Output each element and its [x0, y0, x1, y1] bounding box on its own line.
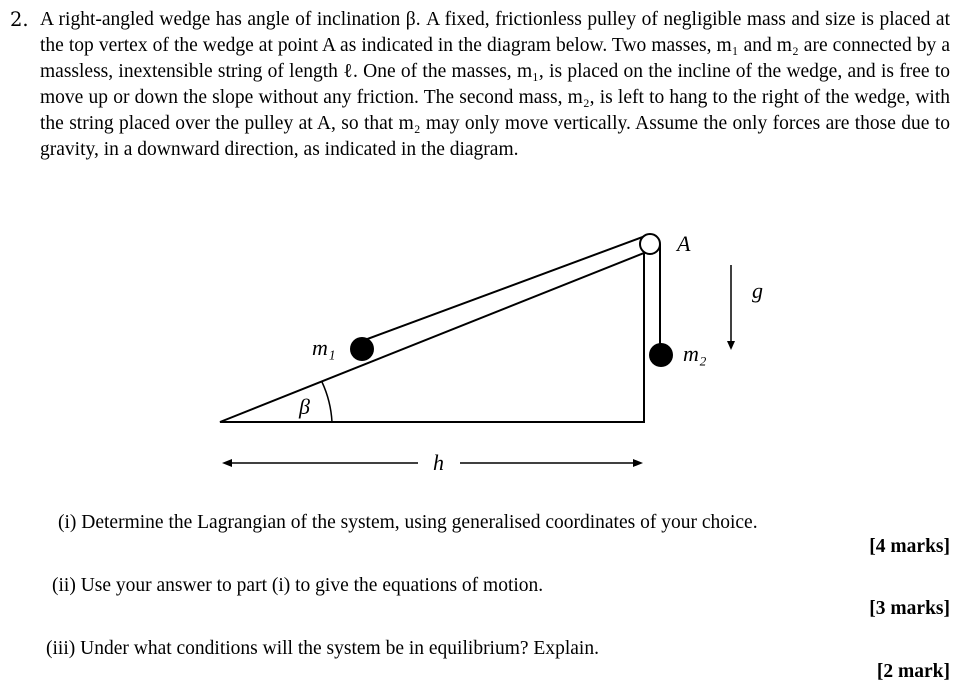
- part-iii-marks: [2 mark]: [876, 661, 950, 682]
- h-arrowhead-left: [222, 459, 232, 467]
- part-ii: [52, 574, 543, 598]
- part-ii-text: Use your answer to part (i) to give the equations of motion.: [80, 575, 544, 596]
- part-i-text: Determine the Lagrangian of the system, using generalised coordinates of your choice.: [81, 512, 758, 533]
- label-beta: β: [299, 394, 310, 419]
- label-m2: m₂: [683, 341, 707, 366]
- part-iii-label: (iii): [46, 638, 76, 659]
- label-h: h: [433, 450, 444, 475]
- gravity-arrowhead: [727, 341, 735, 350]
- label-A: A: [677, 231, 691, 256]
- wedge: [220, 253, 644, 422]
- mass-m2: [649, 343, 673, 367]
- h-arrowhead-right: [633, 459, 643, 467]
- part-iii: [46, 637, 599, 661]
- part-ii-label: (ii): [52, 575, 76, 596]
- part-ii-marks: [3 marks]: [869, 598, 950, 619]
- mass-m1: [350, 337, 374, 361]
- pulley: [640, 234, 660, 254]
- label-m1: m₁: [312, 335, 336, 360]
- part-i-marks: [4 marks]: [869, 536, 950, 557]
- string-incline: [362, 235, 648, 341]
- part-i-label: (i): [58, 512, 77, 533]
- angle-arc: [322, 382, 332, 422]
- part-i: [58, 511, 758, 535]
- question-number: 2.: [10, 8, 29, 31]
- label-g: g: [752, 278, 763, 303]
- question-text: A right-angled wedge has angle of inclination β. A fixed, frictionless pulley of negligible mass and size is placed at the top vertex of the wedge at point A as indicated in the diagram below. Two masses, m₁ and m₂ are connected by a massless, inextensible string of length ℓ. One of the masses, m₁, is placed on the incline of the wedge, and is free to move up or down the slope without any friction. The second mass, m₂, is left to hang to the right of the wedge, with the string placed over the pulley at A, so that m₂ may only move vertically. Assume the only forces are those due to gravity, in a downward direction, as indicated in the diagram.: [40, 9, 950, 160]
- part-iii-text: Under what conditions will the system be in equilibrium? Explain.: [80, 638, 599, 659]
